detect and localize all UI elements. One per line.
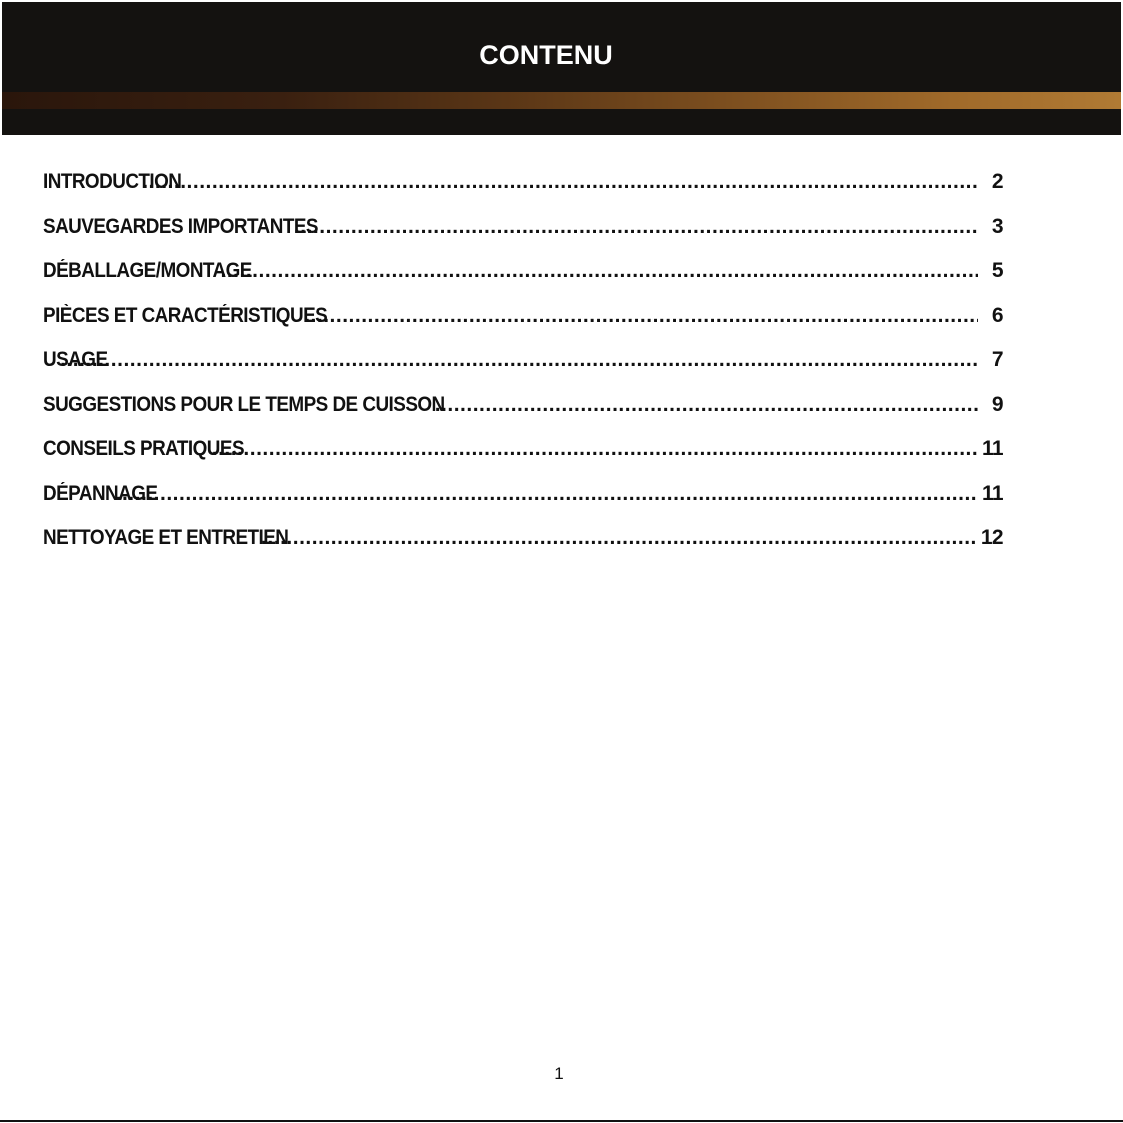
- toc-entry-label: INTRODUCTION: [43, 170, 182, 193]
- toc-leader-dots: [142, 170, 978, 194]
- toc-entry-page: 11: [982, 437, 1003, 460]
- toc-entry-label: SUGGESTIONS POUR LE TEMPS DE CUISSON: [43, 392, 445, 416]
- toc-leader-dots: [304, 304, 978, 328]
- header-banner: [2, 2, 1121, 135]
- toc-entry-page: 11: [982, 481, 1003, 505]
- toc-entry[interactable]: [43, 393, 1003, 438]
- toc-entry-label: DÉPANNAGE: [43, 481, 158, 505]
- toc-entry[interactable]: [43, 215, 1003, 260]
- toc-entry-label: USAGE: [43, 348, 108, 371]
- toc-entry-label: CONSEILS PRATIQUES: [43, 437, 245, 460]
- toc-entry[interactable]: [43, 482, 1003, 527]
- toc-entry[interactable]: [43, 437, 1003, 482]
- toc-entry[interactable]: [43, 348, 1003, 393]
- toc-leader-dots: [435, 393, 978, 417]
- toc-entry-page: 7: [991, 348, 1003, 371]
- toc-entry[interactable]: [43, 170, 1003, 215]
- toc-entry-page: 3: [991, 214, 1003, 238]
- toc-entry-page: 5: [991, 259, 1003, 282]
- toc-entry[interactable]: [43, 526, 1003, 571]
- header-gradient-stripe: [2, 92, 1121, 109]
- bottom-rule: [0, 1120, 1123, 1122]
- toc-entry-page: 9: [991, 392, 1003, 416]
- toc-entry[interactable]: [43, 259, 1003, 304]
- toc-entry-label: SAUVEGARDES IMPORTANTES: [43, 214, 318, 238]
- table-of-contents: [43, 170, 1003, 571]
- toc-entry-label: NETTOYAGE ET ENTRETIEN: [43, 526, 289, 549]
- toc-leader-dots: [294, 215, 978, 239]
- toc-leader-dots: [220, 259, 978, 283]
- page-number: 1: [554, 1064, 564, 1083]
- toc-leader-dots: [212, 437, 978, 461]
- toc-entry-page: 2: [991, 170, 1003, 193]
- toc-entry-label: DÉBALLAGE/MONTAGE: [43, 259, 252, 282]
- toc-entry-page: 6: [991, 303, 1003, 327]
- toc-leader-dots: [116, 482, 978, 506]
- toc-entry[interactable]: [43, 304, 1003, 349]
- toc-leader-dots: [261, 526, 978, 550]
- toc-entry-label: PIÈCES ET CARACTÉRISTIQUES: [43, 303, 328, 327]
- toc-entry-page: 12: [980, 526, 1003, 549]
- toc-leader-dots: [60, 348, 978, 372]
- page-title: CONTENU: [479, 40, 613, 70]
